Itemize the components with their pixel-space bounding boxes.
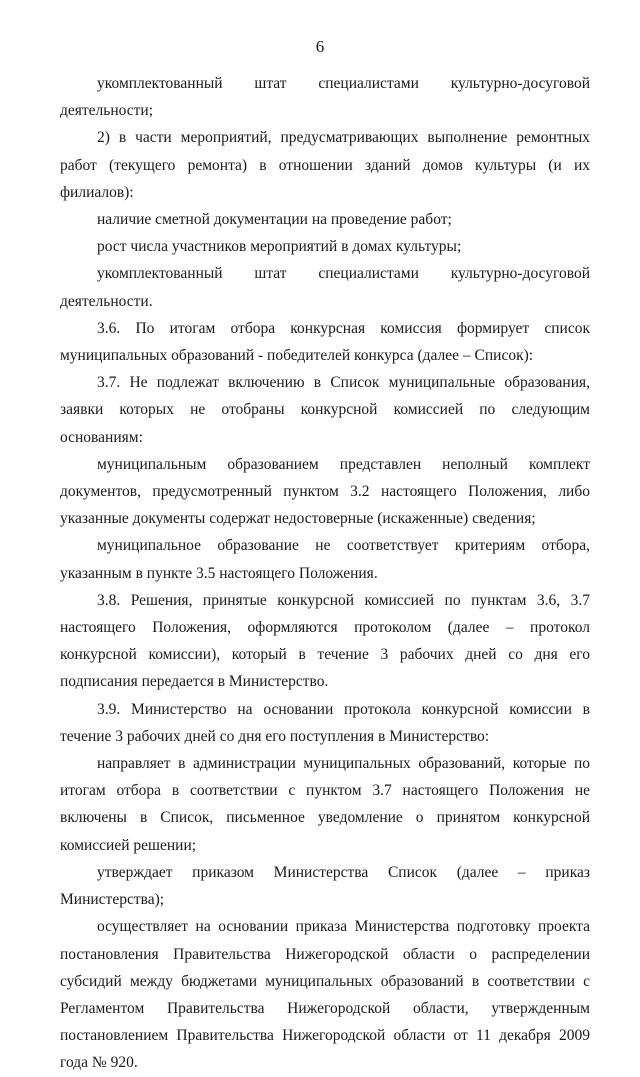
paragraph: направляет в администрации муниципальных образований, которые по итогам отбора в соответствии с пунктом 3.7 настоящего Положения не включены в Список, письменное уведомление о принятом конкурсной комиссией решении; [60, 755, 590, 854]
document-body [60, 70, 590, 1077]
paragraph-3-8: 3.8. Решения, принятые конкурсной комиссией по пунктам 3.6, 3.7 настоящего Положения, оформляются протоколом (далее – протокол конкурсной комиссии), который в течение 3 рабочих дней со дня его подписания передается в Министерство. [60, 591, 590, 691]
paragraph-3-6: 3.6. По итогам отбора конкурсная комиссия формирует список муниципальных образований - победителей конкурса (далее – Список): [60, 319, 590, 365]
paragraph: осуществляет на основании приказа Министерства подготовку проекта постановления Правительства Нижегородской области о распределении субсидий между бюджетами муниципальных образований в соответствии с Регламентом Правительства Нижегородской области, утвержденным постановлением Правительства Нижегородской области от 11 декабря 2009 года № 920. [60, 918, 590, 1072]
paragraph: утверждает приказом Министерства Список (далее – приказ Министерства); [60, 863, 590, 909]
paragraph: наличие сметной документации на проведение работ; [97, 211, 452, 229]
paragraph: 2) в части мероприятий, предусматривающих выполнение ремонтных работ (текущего ремонта) в отношении зданий домов культуры (и их филиалов): [60, 129, 590, 201]
paragraph: рост числа участников мероприятий в домах культуры; [97, 238, 462, 256]
paragraph-3-9: 3.9. Министерство на основании протокола конкурсной комиссии в течение 3 рабочих дней со дня его поступления в Министерство: [60, 700, 590, 745]
paragraph: муниципальное образование не соответствует критериям отбора, указанным в пункте 3.5 настоящего Положения. [60, 537, 590, 582]
paragraph: муниципальным образованием представлен неполный комплект документов, предусмотренный пунктом 3.2 настоящего Положения, либо указанные документы содержат недостоверные (искаженные) сведения; [60, 455, 590, 528]
paragraph: укомплектованный штат специалистами культурно-досуговой деятельности; [60, 75, 590, 120]
paragraph-3-7: 3.7. Не подлежат включению в Список муниципальные образования, заявки которых не отобраны конкурсной комиссией по следующим основаниям: [60, 374, 590, 446]
page-number: 6 [315, 37, 325, 56]
paragraph: укомплектованный штат специалистами культурно-досуговой деятельности. [60, 265, 590, 310]
